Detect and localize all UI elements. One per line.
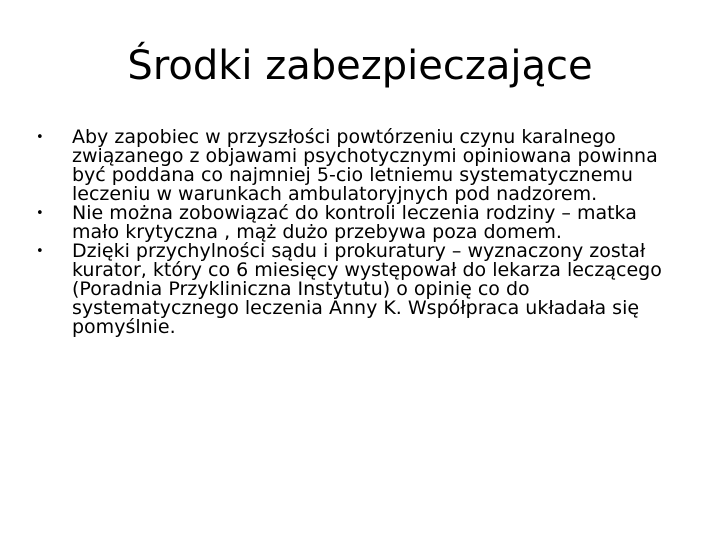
bullet-text: Dzięki przychylności sądu i prokuratury – wyznaczony został kurator, który co 6 miesięcy występował do lekarza leczącego (Poradnia Przykliniczna Instytutu) o opinię co do systematycznego leczenia Anny K. Współpraca układała się pomyślnie. [72, 240, 662, 338]
bullet-text: Nie można zobowiązać do kontroli leczenia rodziny – matka mało krytyczna , mąż dużo przebywa poza domem. [72, 202, 637, 243]
bullet-item-2 [36, 204, 686, 242]
bullet-text: Aby zapobiec w przyszłości powtórzeniu czynu karalnego związanego z objawami psychotycznymi opiniowana powinna być poddana co najmniej 5-cio letniemu systematycznemu leczeniu w warunkach ambulatoryjnych pod nadzorem. [72, 126, 658, 205]
bullet-icon: • [36, 244, 44, 259]
bullet-icon: • [36, 130, 44, 145]
bullet-list [36, 128, 686, 337]
slide-title: Środki zabezpieczające [127, 43, 593, 89]
bullet-icon: • [36, 206, 44, 221]
bullet-item-3 [36, 242, 686, 337]
bullet-item-1 [36, 128, 686, 204]
